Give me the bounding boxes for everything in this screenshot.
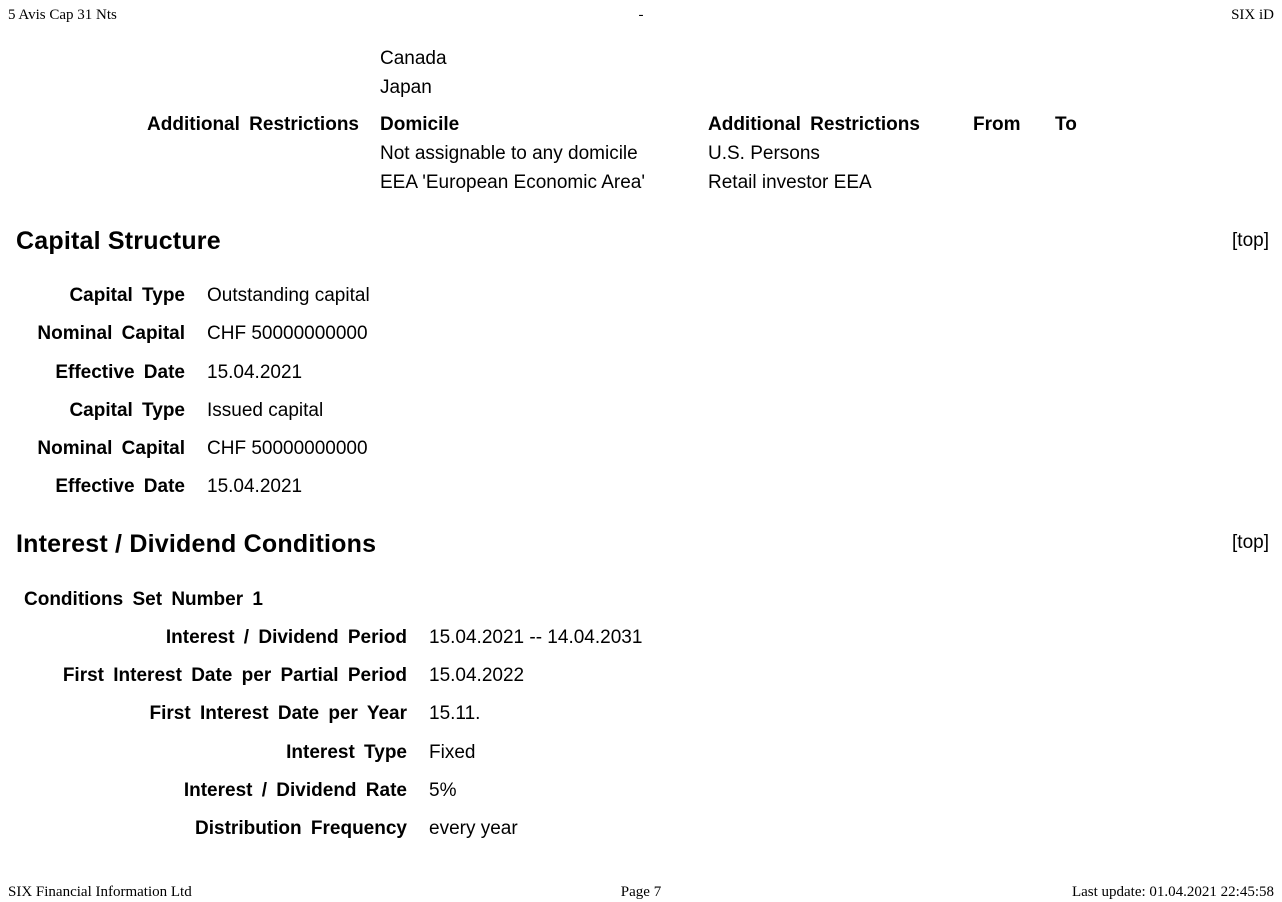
restriction-row [708, 143, 820, 164]
section-title-interest-dividend-conditions: Interest / Dividend Conditions [16, 530, 377, 558]
top-link[interactable]: [top] [1232, 532, 1269, 553]
row-label: Effective Date [55, 476, 185, 498]
interest-dividend-table [0, 627, 1282, 856]
row-value: Outstanding capital [207, 285, 370, 306]
table-row [0, 780, 1282, 818]
column-header-additional-restrictions-1: Additional Restrictions [147, 114, 359, 135]
row-value: 15.04.2021 -- 14.04.2031 [429, 627, 643, 648]
row-label: First Interest Date per Year [149, 703, 407, 725]
table-row [0, 400, 1282, 438]
table-row [0, 323, 1282, 361]
row-value: 15.04.2021 [207, 476, 303, 498]
table-row [0, 285, 1282, 323]
domicile-list-continued [380, 44, 447, 102]
row-label: Distribution Frequency [195, 817, 407, 839]
header-instrument-name: 5 Avis Cap 31 Nts [8, 7, 117, 23]
table-row [0, 438, 1282, 476]
domicile-value: Canada [380, 48, 447, 69]
footer-page-number: Page 7 [620, 884, 662, 900]
table-row [0, 742, 1282, 780]
footer-company-name: SIX Financial Information Ltd [8, 884, 192, 900]
row-label: Nominal Capital [37, 438, 185, 460]
table-row [0, 703, 1282, 741]
table-row [0, 362, 1282, 400]
restriction-row [380, 143, 638, 164]
row-value: CHF 50000000000 [207, 438, 368, 460]
domicile-cell: Not assignable to any domicile [380, 143, 638, 164]
footer-last-update: Last update: 01.04.2021 22:45:58 [1071, 884, 1274, 900]
section-title-capital-structure: Capital Structure [16, 227, 221, 255]
column-header-additional-restrictions-2: Additional Restrictions [708, 114, 920, 135]
column-header-from: From [973, 114, 1021, 135]
row-value: every year [429, 817, 518, 839]
page-footer [8, 883, 1274, 901]
row-label: Capital Type [69, 399, 185, 421]
domicile-cell: EEA 'European Economic Area' [380, 172, 645, 193]
row-value: Fixed [429, 741, 476, 763]
additional-restriction-cell: U.S. Persons [708, 143, 820, 164]
top-link[interactable]: [top] [1232, 230, 1269, 251]
row-label: Interest / Dividend Rate [183, 779, 407, 801]
header-separator: - [638, 7, 644, 23]
restriction-row [380, 172, 645, 193]
row-value: 15.04.2022 [429, 665, 525, 687]
row-value: CHF 50000000000 [207, 323, 368, 345]
restriction-row [708, 172, 872, 193]
table-row [0, 627, 1282, 665]
row-label: Interest / Dividend Period [165, 627, 407, 648]
domicile-value: Japan [380, 77, 432, 98]
row-label: Nominal Capital [37, 323, 185, 345]
table-row [0, 476, 1282, 514]
column-header-to: To [1055, 114, 1077, 135]
row-value: 15.04.2021 [207, 361, 303, 383]
row-label: Interest Type [286, 741, 407, 763]
row-value: 15.11. [429, 703, 481, 725]
row-label: First Interest Date per Partial Period [62, 665, 407, 687]
row-value: Issued capital [207, 399, 324, 421]
row-label: Effective Date [55, 361, 185, 383]
conditions-set-heading: Conditions Set Number 1 [24, 589, 263, 610]
table-row [0, 665, 1282, 703]
row-label: Capital Type [69, 285, 185, 306]
additional-restriction-cell: Retail investor EEA [708, 172, 872, 193]
row-value: 5% [429, 779, 457, 801]
header-app-name: SIX iD [1231, 7, 1274, 23]
page-header [8, 6, 1274, 24]
table-row [0, 818, 1282, 856]
capital-structure-table [0, 285, 1282, 515]
column-header-domicile: Domicile [380, 114, 460, 135]
